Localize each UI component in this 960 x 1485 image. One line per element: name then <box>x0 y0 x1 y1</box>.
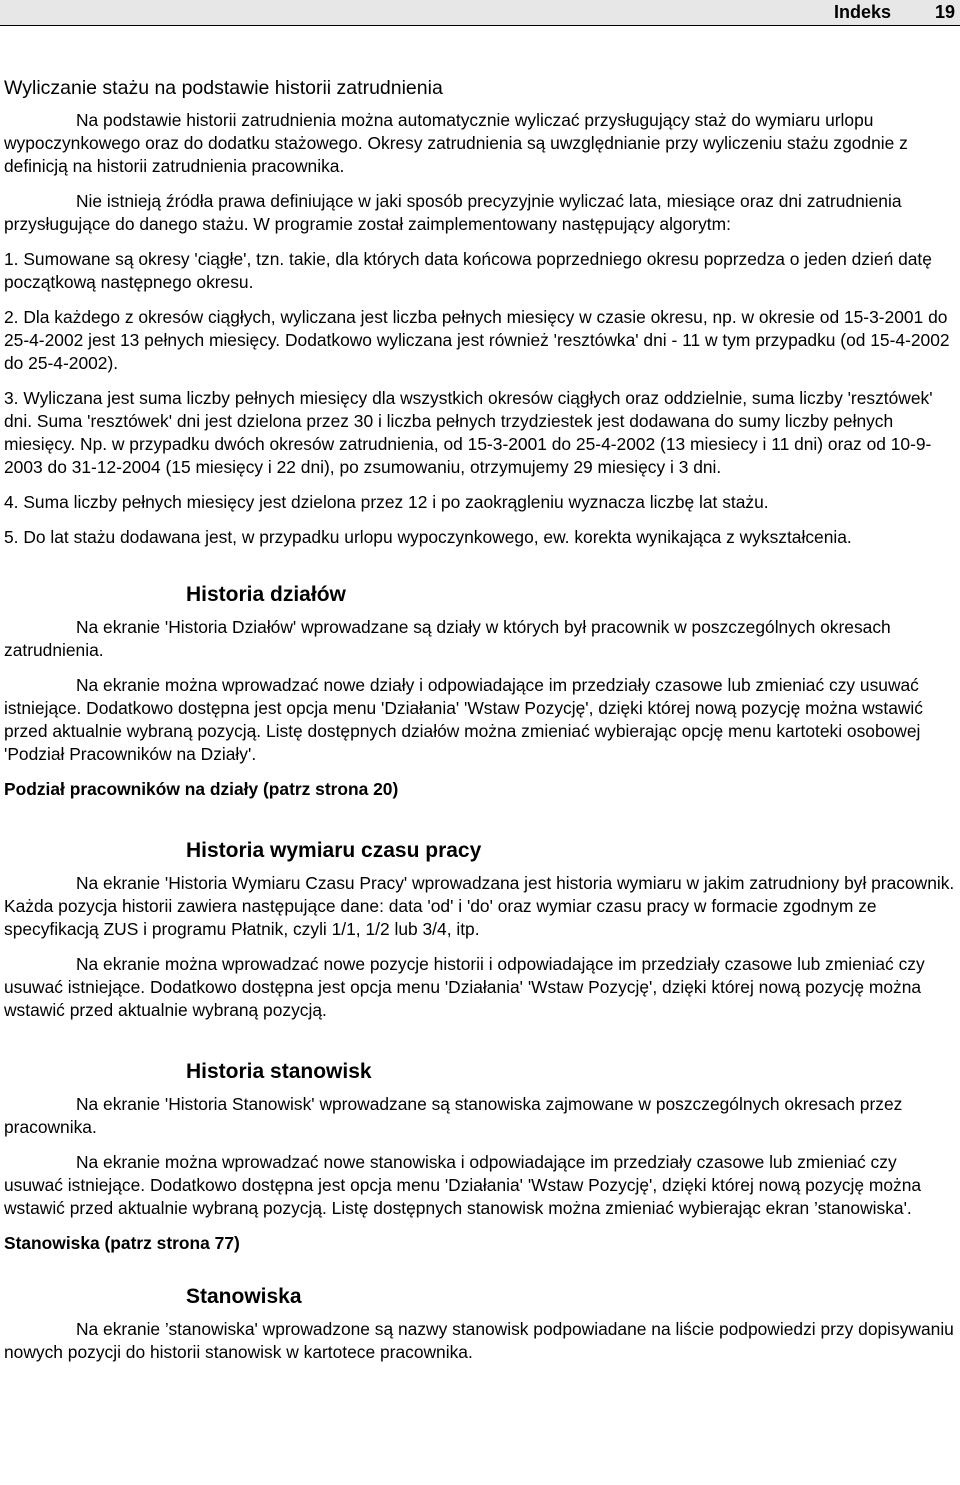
paragraph-staz-intro: Na podstawie historii zatrudnienia można automatycznie wyliczać przysługujący staż do wymiaru urlopu wypoczynkowego oraz do dodatku stażowego. Okresy zatrudnienia są uwzględnianie przy wyliczeniu stażu zgodnie z definicją na historii zatrudnienia pracownika. <box>4 110 908 176</box>
paragraph-wymiar-1: Na ekranie 'Historia Wymiaru Czasu Pracy' wprowadzana jest historia wymiaru w jakim zatrudniony był pracownik. Każda pozycja historii zawiera następujące dane: data 'od' i 'do' oraz wymiar czasu pracy w formacie zgodnym ze specyfikacją ZUS i programu Płatnik, czyli 1/1, 1/2 lub 3/4, itp. <box>4 873 955 939</box>
header-section-title: Indeks <box>834 2 892 22</box>
heading-historia-stanowisk: Historia stanowisk <box>186 1060 372 1083</box>
header-page-number: 19 <box>935 2 956 22</box>
paragraph-stanowiska-1: Na ekranie 'Historia Stanowisk' wprowadzane są stanowiska zajmowane w poszczególnych okresach przez pracownika. <box>4 1094 903 1137</box>
paragraph-stanowiska-2: Na ekranie można wprowadzać nowe stanowiska i odpowiadające im przedziały czasowe lub zmieniać czy usuwać istniejące. Dodatkowo dostępna jest opcja menu 'Działania' 'Wstaw Pozycję', dzięki której nową pozycję można wstawić przed aktualnie wybraną pozycją. Listę dostępnych stanowisk można zmieniać wybierając ekran ’stanowiska'. <box>4 1152 922 1218</box>
link-podzial-pracownikow[interactable]: Podział pracowników na działy (patrz strona 20) <box>4 779 399 799</box>
list-item: 1. Sumowane są okresy 'ciągłe', tzn. takie, dla których data końcowa poprzedniego okresu poprzedza o jeden dzień datę początkową następnego okresu. <box>4 249 932 292</box>
paragraph-staz-algorithm: Nie istnieją źródła prawa definiujące w jaki sposób precyzyjnie wyliczać lata, miesiące oraz dni zatrudnienia przysługujące do danego stażu. W programie został zaimplementowany następujący algorytm: <box>4 191 902 234</box>
heading-stanowiska: Stanowiska <box>186 1285 302 1308</box>
heading-historia-wymiaru: Historia wymiaru czasu pracy <box>186 839 482 862</box>
paragraph-wymiar-2: Na ekranie można wprowadzać nowe pozycje historii i odpowiadające im przedziały czasowe lub zmieniać czy usuwać istniejące. Dodatkowo dostępna jest opcja menu 'Działania' 'Wstaw Pozycję', dzięki której nową pozycję można wstawić przed aktualnie wybraną pozycją. <box>4 954 925 1020</box>
link-stanowiska[interactable]: Stanowiska (patrz strona 77) <box>4 1233 240 1253</box>
list-item: 4. Suma liczby pełnych miesięcy jest dzielona przez 12 i po zaokrągleniu wyznacza liczbę lat stażu. <box>4 492 769 512</box>
paragraph-dzialy-1: Na ekranie 'Historia Działów' wprowadzane są działy w których był pracownik w poszczególnych okresach zatrudnienia. <box>4 617 891 660</box>
section-title-staz: Wyliczanie stażu na podstawie historii zatrudnienia <box>4 77 443 99</box>
document-body <box>4 77 956 1376</box>
running-header <box>0 0 960 26</box>
paragraph-dzialy-2: Na ekranie można wprowadzać nowe działy i odpowiadające im przedziały czasowe lub zmieniać czy usuwać istniejące. Dodatkowo dostępna jest opcja menu 'Działania' 'Wstaw Pozycję', dzięki której nową pozycję można wstawić przed aktualnie wybraną pozycją. Listę dostępnych działów można zmieniać wybierając opcję menu kartoteki osobowej 'Podział Pracowników na Działy'. <box>4 675 923 764</box>
list-item: 5. Do lat stażu dodawana jest, w przypadku urlopu wypoczynkowego, ew. korekta wynikająca z wykształcenia. <box>4 527 852 547</box>
heading-historia-dzialow: Historia działów <box>186 583 346 606</box>
list-item: 3. Wyliczana jest suma liczby pełnych miesięcy dla wszystkich okresów ciągłych oraz oddzielnie, suma liczby 'resztówek' dni. Suma 'resztówek' dni jest dzielona przez 30 i liczba pełnych trzydziestek jest dodawana do sumy liczby pełnych miesięcy. Np. w przypadku dwóch okresów zatrudnienia, od 15-3-2001 do 25-4-2002 (13 miesiecy i 11 dni) oraz od 10-9-2003 do 31-12-2004 (15 miesięcy i 22 dni), po zsumowaniu, otrzymujemy 29 miesięcy i 3 dni. <box>4 388 933 477</box>
paragraph-stanowiska2-1: Na ekranie ’stanowiska' wprowadzone są nazwy stanowisk podpowiadane na liście podpowiedzi przy dopisywaniu nowych pozycji do historii stanowisk w kartotece pracownika. <box>4 1319 954 1362</box>
list-item: 2. Dla każdego z okresów ciągłych, wyliczana jest liczba pełnych miesięcy w czasie okresu, np. w okresie od 15-3-2001 do 25-4-2002 jest 13 pełnych miesięcy. Dodatkowo wyliczana jest również 'resztówka' dni - 11 w tym przypadku (od 15-4-2002 do 25-4-2002). <box>4 307 950 373</box>
